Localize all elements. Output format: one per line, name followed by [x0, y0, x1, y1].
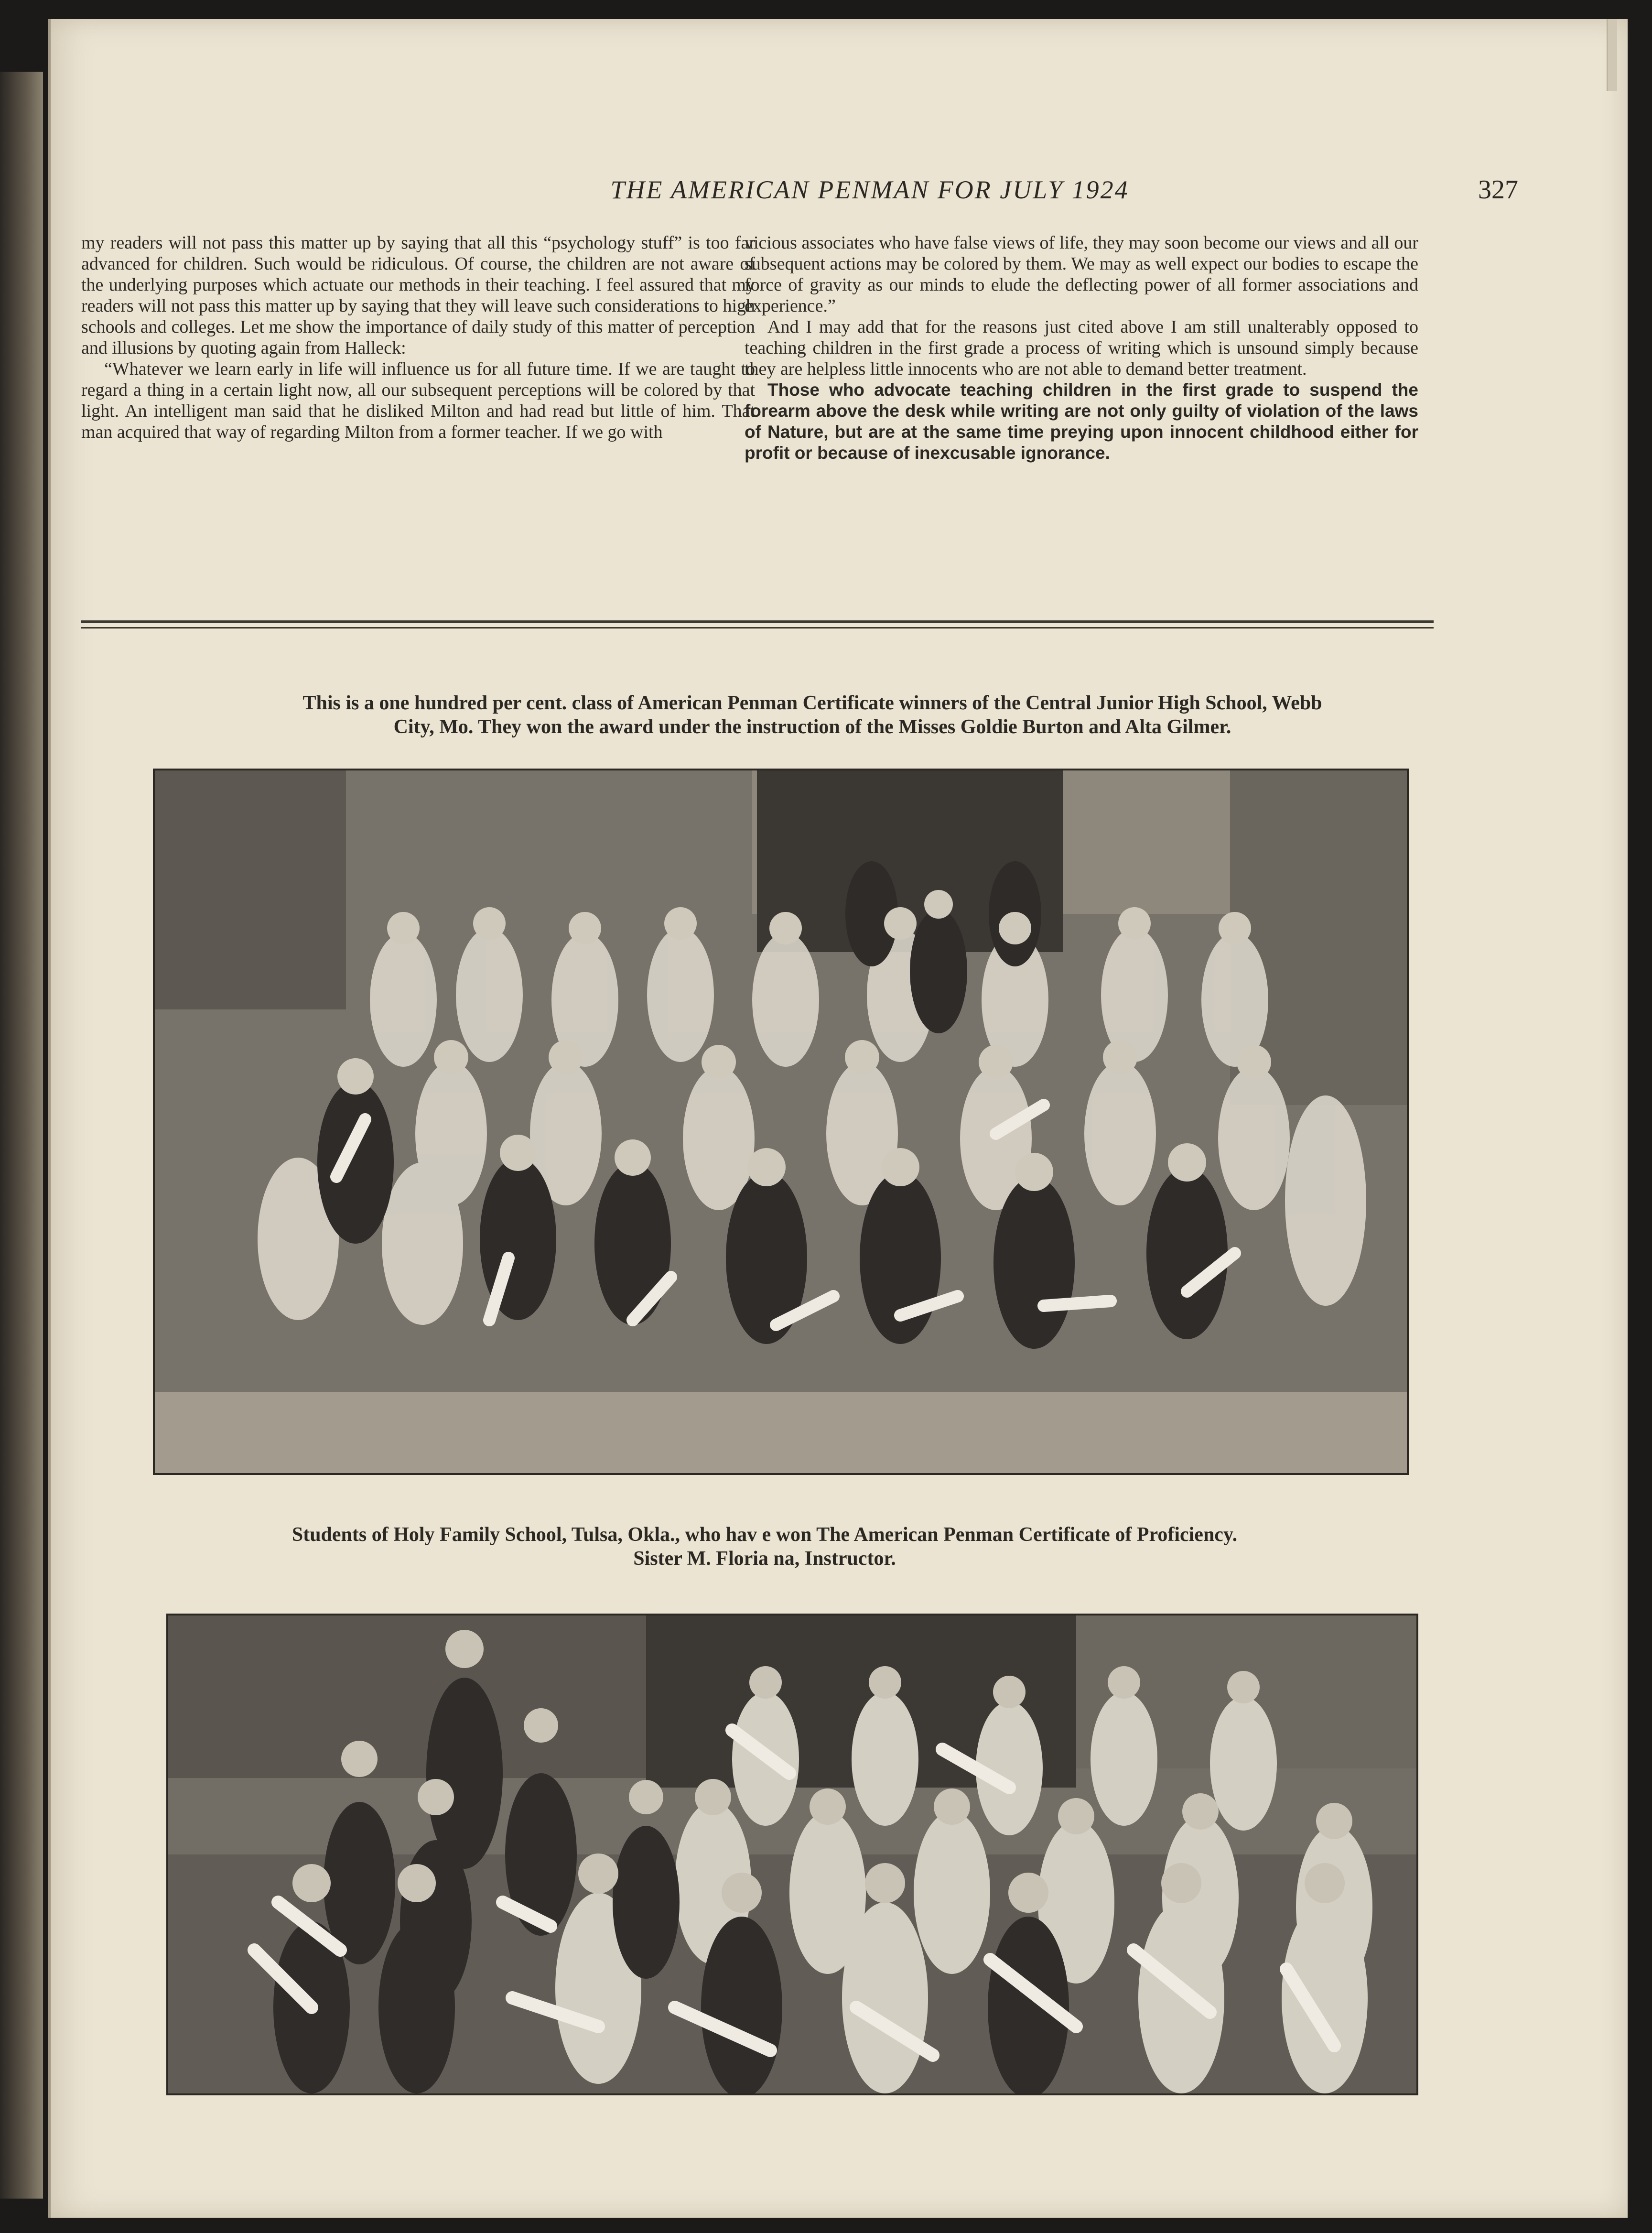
article-paragraph: And I may add that for the reasons just cited above I am still unalterably opposed to teaching children in the first grade a process of writing which is unsound simply because they are helpless little innocents who are not able to demand better treatment.: [745, 317, 1418, 379]
photo1-caption-line1: This is a one hundred per cent. class of American Penman Certificate winners of the Central Junior High School, Webb: [302, 692, 1322, 714]
article-left-column: [81, 232, 755, 443]
class-photo-webb-city-image: [155, 770, 1407, 1473]
page-edge-tab: [1607, 19, 1617, 91]
article-paragraph: vicious associates who have false views of life, they may soon become our views and all our subsequent actions may be colored by them. We may as well expect our bodies to escape the force of gravity as our minds to elude the deflecting power of all former associations and experience.”: [745, 233, 1418, 316]
running-title: THE AMERICAN PENMAN FOR JULY 1924: [610, 175, 1129, 204]
page-number: 327: [1478, 175, 1518, 205]
class-photo-tulsa-image: [168, 1615, 1416, 2093]
book-spine: [0, 72, 43, 2199]
article-paragraph: “Whatever we learn early in life will influence us for all future time. If we are taught to regard a thing in a certain light now, all our subsequent perceptions will be colored by that light. An intelligent man said that he disliked Milton and had read but little of him. That man acquired that way of regarding Milton from a former teacher. If we go with: [81, 359, 755, 442]
section-divider-top: [81, 620, 1434, 623]
article-paragraph: my readers will not pass this matter up by saying that all this “psychology stuff” is too far advanced for children. Such would be ridiculous. Of course, the children are not aware of the underlying purposes which actuate our methods in their teaching. I feel assured that my readers will not pass this matter up by saying that they will leave such considerations to high schools and colleges. Let me show the importance of daily study of this matter of perception and illusions by quoting again from Halleck:: [81, 233, 755, 358]
photo1-caption-line2: City, Mo. They won the award under the instruction of the Misses Goldie Burton and Alta Gilmer.: [393, 716, 1231, 738]
photo2-caption-line1: Students of Holy Family School, Tulsa, Okla., who hav e won The American Penman Certificate of Proficiency.: [292, 1524, 1238, 1546]
article-right-column: [745, 232, 1418, 464]
article-bold-conclusion: Those who advocate teaching children in the first grade to suspend the forearm above the desk while writing are not only guilty of violation of the laws of Nature, but are at the same time preying upon innocent childhood either for profit or because of inexcusable ignorance.: [745, 380, 1418, 463]
section-divider-bottom: [81, 627, 1434, 629]
class-photo-webb-city: [153, 769, 1409, 1475]
class-photo-tulsa: [166, 1614, 1418, 2095]
photo2-caption: [143, 1523, 1386, 1571]
photo2-caption-line2: Sister M. Floria na, Instructor.: [633, 1548, 896, 1570]
photo1-caption: [81, 691, 1544, 739]
